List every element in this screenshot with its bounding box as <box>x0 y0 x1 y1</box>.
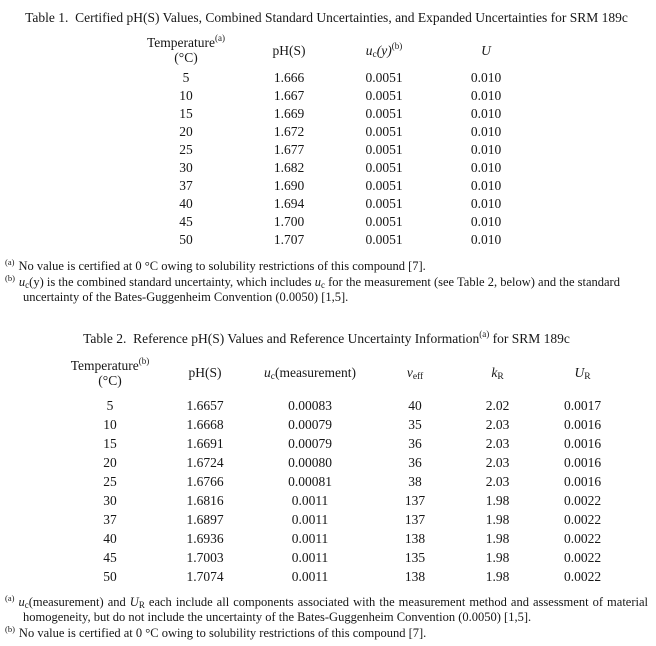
table1-header-row <box>117 35 527 69</box>
table2-footnotes <box>5 592 648 642</box>
table1-footnotes <box>5 259 648 306</box>
table-cell: 1.694 <box>273 196 305 211</box>
table-cell: 1.667 <box>273 88 305 103</box>
table-row <box>117 159 527 177</box>
table-row <box>60 397 630 416</box>
table-cell: 0.00080 <box>288 455 332 470</box>
table-cell: 1.700 <box>273 214 305 229</box>
table-cell: 0.0051 <box>365 124 403 139</box>
table-cell: 1.98 <box>485 493 510 508</box>
table-cell: 0.0051 <box>365 214 403 229</box>
table2-title-footnote-ref: (a) <box>479 328 490 339</box>
table-cell: 0.010 <box>470 214 502 229</box>
table-cell: 1.98 <box>485 512 510 527</box>
table-cell: 0.00079 <box>288 417 332 432</box>
col-header-combined-uncertainty: $u_c(y)^{(b)}$ <box>365 40 403 60</box>
table-cell: 37 <box>179 178 193 193</box>
temperature-label: Temperature <box>146 35 215 50</box>
table-cell: 30 <box>103 493 117 508</box>
table-cell: 5 <box>106 398 114 413</box>
table-cell: 1.6936 <box>186 531 224 546</box>
temperature-footnote-ref: (b) <box>138 355 150 366</box>
table-cell: 0.010 <box>470 106 502 121</box>
table-cell: 137 <box>404 493 426 508</box>
table2-title-post: for SRM 189c <box>489 330 570 346</box>
table-cell: 25 <box>103 474 117 489</box>
col-header-ph: pH(S) <box>272 42 306 58</box>
table-cell: 0.0051 <box>365 88 403 103</box>
table-cell: 0.0022 <box>563 512 602 527</box>
table-cell: 37 <box>103 512 117 527</box>
table-cell: 135 <box>404 550 426 565</box>
table-cell: 1.6897 <box>186 512 224 527</box>
table-cell: 0.0016 <box>563 436 602 451</box>
table2-body <box>60 397 630 587</box>
table-cell: 0.00079 <box>288 436 332 451</box>
footnote-text: No value is certified at 0 °C owing to solubility restrictions of this compound [7]. <box>18 625 427 640</box>
table-cell: 5 <box>182 70 190 85</box>
table-cell: 1.6766 <box>186 474 224 489</box>
table-cell: 2.03 <box>485 455 510 470</box>
table-cell: 45 <box>103 550 117 565</box>
table-row <box>117 141 527 159</box>
table-cell: 10 <box>179 88 193 103</box>
table-cell: 0.0051 <box>365 106 403 121</box>
table-cell: 137 <box>404 512 426 527</box>
table2-footnote-a: $^{(a)}$ $u_c(measurement)$ and $U_R$ each include all components associated with the measurement method and assessment of material homogeneity, but do not include the uncertainty of the Bates-Guggenheim Convention (0.0050) [1,5]. <box>5 592 648 624</box>
table-row <box>117 87 527 105</box>
table1-footnote-a: $^{(a)}$ No value is certified at 0 °C owing to solubility restrictions of this compound [7]. <box>5 257 426 273</box>
table-cell: 1.6657 <box>186 398 224 413</box>
table-cell: 50 <box>179 232 193 247</box>
table-cell: 2.03 <box>485 417 510 432</box>
table-cell: 0.0051 <box>365 142 403 157</box>
table-cell: 1.677 <box>273 142 305 157</box>
table-cell: 1.6816 <box>186 493 224 508</box>
table-cell: 1.682 <box>273 160 305 175</box>
table-cell: 0.00083 <box>288 398 332 413</box>
table-cell: 0.0011 <box>291 531 329 546</box>
table-cell: 25 <box>179 142 193 157</box>
table-cell: 1.7003 <box>186 550 224 565</box>
table-cell: 0.010 <box>470 70 502 85</box>
table-cell: 0.0011 <box>291 569 329 584</box>
table-row <box>60 530 630 549</box>
table-cell: 1.666 <box>273 70 305 85</box>
temperature-unit: (°C) <box>98 372 122 388</box>
table-cell: 0.010 <box>470 232 502 247</box>
table-cell: 0.0016 <box>563 455 602 470</box>
table-cell: 0.0011 <box>291 493 329 508</box>
col-header-temperature <box>60 355 160 397</box>
table-row <box>60 473 630 492</box>
table-cell: 36 <box>408 436 422 451</box>
footnote-text: No value is certified at 0 °C owing to solubility restrictions of this compound [7]. <box>18 259 426 273</box>
table-cell: 0.0022 <box>563 550 602 565</box>
table2-header-row <box>60 358 630 397</box>
table-cell: 35 <box>408 417 422 432</box>
table-cell: 0.0016 <box>563 417 602 432</box>
table-cell: 0.0011 <box>291 550 329 565</box>
table-cell: 0.010 <box>470 124 502 139</box>
table-row <box>117 231 527 249</box>
table-row <box>60 549 630 568</box>
table-cell: 2.02 <box>485 398 510 413</box>
table-row <box>60 454 630 473</box>
table-cell: 0.010 <box>470 178 502 193</box>
table-cell: 36 <box>408 455 422 470</box>
table-cell: 15 <box>103 436 117 451</box>
col-header-uc-measurement: $u_c(measurement)$ <box>264 365 356 382</box>
table1-title-text: Table 1. Certified pH(S) Values, Combined Standard Uncertainties, and Expanded Uncertainties for SRM 189c <box>25 10 628 25</box>
table-cell: 20 <box>179 124 193 139</box>
col-header-kr: $k_R$ <box>491 365 504 382</box>
temperature-label: Temperature <box>70 357 139 373</box>
table-cell: 10 <box>103 417 117 432</box>
table-cell: 20 <box>103 455 117 470</box>
temperature-footnote-ref: (a) <box>215 33 225 43</box>
table-cell: 45 <box>179 214 193 229</box>
table2-footnote-b: $^{(b)}$ No value is certified at 0 °C owing to solubility restrictions of this compound [7]. <box>5 623 427 640</box>
table-cell: 1.98 <box>485 569 510 584</box>
table-row <box>60 492 630 511</box>
table-cell: 1.690 <box>273 178 305 193</box>
table-cell: 138 <box>404 569 426 584</box>
table-cell: 0.010 <box>470 196 502 211</box>
table-cell: 0.0017 <box>563 398 602 413</box>
footnote-text: (y) is the combined standard uncertainty, which includes <box>29 274 315 289</box>
table1-body <box>117 69 527 249</box>
table-cell: 0.010 <box>470 160 502 175</box>
col-header-expanded-uncertainty: U <box>481 42 491 58</box>
table-cell: 40 <box>408 398 422 413</box>
footnote-text: each include all components associated with the measurement method and assessment of material homogeneity, but do not include the uncertainty of the Bates-Guggenheim Convention (0.0050) [1,5]. <box>23 594 648 624</box>
table-cell: 0.010 <box>470 88 502 103</box>
table-cell: 0.0022 <box>563 531 602 546</box>
table-cell: 50 <box>103 569 117 584</box>
table-cell: 0.0051 <box>365 160 403 175</box>
table-cell: 0.0011 <box>291 512 329 527</box>
table-row <box>117 213 527 231</box>
table-cell: 1.7074 <box>186 569 224 584</box>
table-cell: 138 <box>404 531 426 546</box>
col-header-temperature <box>117 35 255 69</box>
table-cell: 1.6668 <box>186 417 224 432</box>
table-cell: 0.0016 <box>563 474 602 489</box>
table1-footnote-b: $^{(b)}$ $u_c(y)$ is the combined standard uncertainty, which includes $u_c$ for the measurement (see Table 2, below) and the standard uncertainty of the Bates-Guggenheim Convention (0.0050) [1,5]. <box>5 272 620 304</box>
temperature-unit: (°C) <box>174 50 198 65</box>
col-header-ur: $U_R$ <box>574 365 591 382</box>
table-cell: 1.672 <box>273 124 305 139</box>
table1-title <box>5 9 648 26</box>
table-row <box>60 416 630 435</box>
table2-title-pre: Table 2. Reference pH(S) Values and Reference Uncertainty Information <box>83 330 480 346</box>
table-cell: 1.98 <box>485 550 510 565</box>
table-row <box>60 435 630 454</box>
table-row <box>117 69 527 87</box>
table-row <box>117 105 527 123</box>
table-cell: 15 <box>179 106 193 121</box>
table-cell: 30 <box>179 160 193 175</box>
table-cell: 2.03 <box>485 474 510 489</box>
table-cell: 40 <box>179 196 193 211</box>
table-cell: 38 <box>408 474 422 489</box>
table-row <box>117 123 527 141</box>
table1 <box>117 35 527 249</box>
table-cell: 40 <box>103 531 117 546</box>
table-cell: 0.0051 <box>365 178 403 193</box>
footnote-text: (measurement) and <box>28 594 130 609</box>
table-cell: 1.6724 <box>186 455 224 470</box>
table-cell: 0.010 <box>470 142 502 157</box>
table2 <box>60 355 630 587</box>
table-cell: 0.00081 <box>288 474 332 489</box>
table-row <box>117 177 527 195</box>
table-cell: 0.0051 <box>365 196 403 211</box>
table-cell: 1.669 <box>273 106 305 121</box>
table-row <box>60 511 630 530</box>
table2-title <box>5 330 648 347</box>
table-cell: 2.03 <box>485 436 510 451</box>
table-cell: 0.0051 <box>365 232 403 247</box>
table-cell: 1.98 <box>485 531 510 546</box>
table-row <box>117 195 527 213</box>
table-cell: 1.6691 <box>186 436 224 451</box>
col-header-veff: $\nu_{eff}$ <box>406 365 424 382</box>
table-cell: 0.0051 <box>365 70 403 85</box>
col-header-ph: pH(S) <box>188 365 222 380</box>
table-cell: 1.707 <box>273 232 305 247</box>
table-cell: 0.0022 <box>563 493 602 508</box>
table-row <box>60 568 630 587</box>
footnote-text: for the measurement (see Table 2, below) and the standard uncertainty of the Bates-Guggenheim Convention (0.0050) [1,5]. <box>23 274 620 304</box>
table-cell: 0.0022 <box>563 569 602 584</box>
